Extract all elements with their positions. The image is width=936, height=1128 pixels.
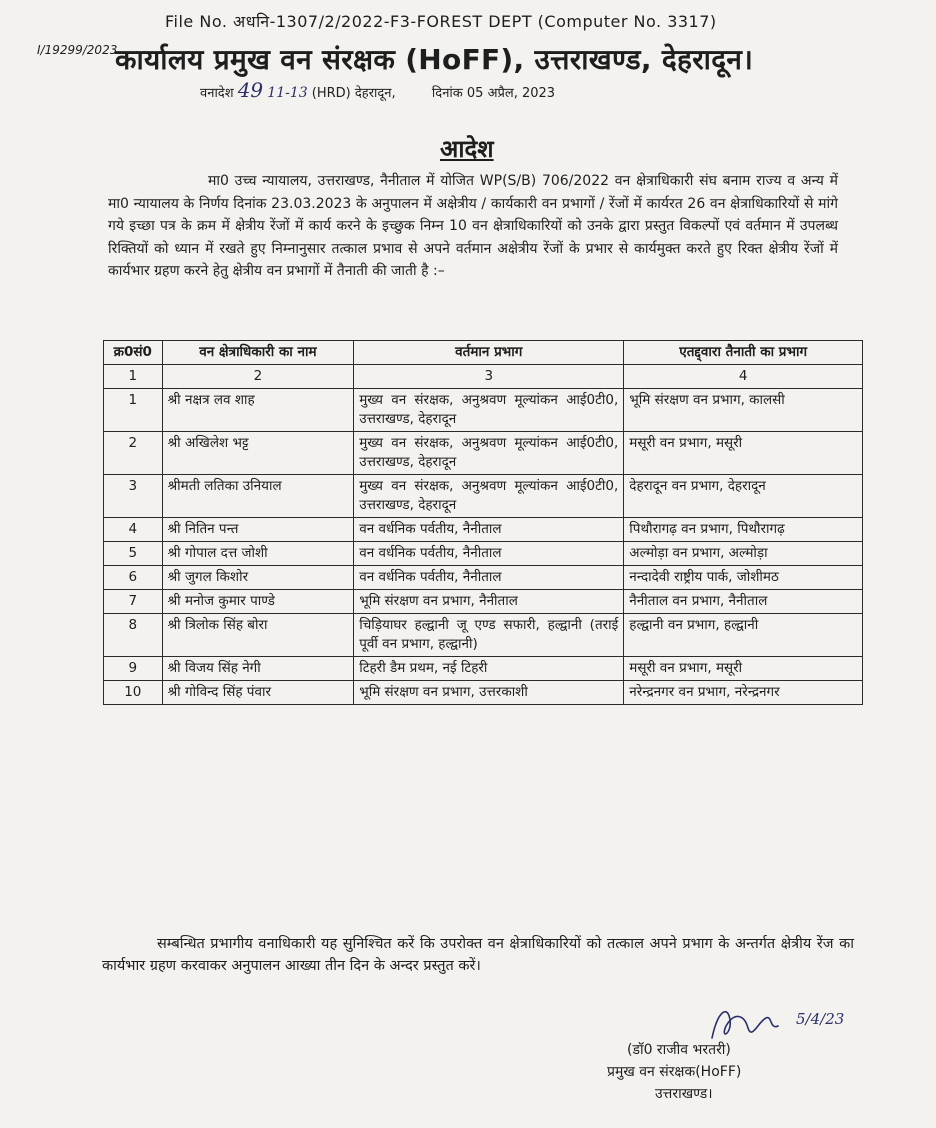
order-ref: 11-13: [267, 85, 308, 101]
row-sn: 6: [104, 566, 163, 590]
table-row: [104, 389, 863, 432]
row-name: श्री गोपाल दत्त जोशी: [162, 542, 354, 566]
signature-stroke: [712, 1012, 778, 1038]
posting-table: [103, 340, 863, 705]
row-name: श्री मनोज कुमार पाण्डे: [162, 590, 354, 614]
diary-number: I/19299/2023: [37, 43, 118, 57]
signatory-name: (डॉ0 राजीव भरतरी): [627, 1042, 731, 1058]
row-current-division: मुख्य वन संरक्षक, अनुश्रवण मूल्यांकन आई0टी0, उत्तराखण्ड, देहरादून: [354, 389, 624, 432]
row-posting-division: पिथौरागढ़ वन प्रभाग, पिथौरागढ़: [624, 518, 863, 542]
table-row: [104, 681, 863, 705]
row-current-division: वन वर्धनिक पर्वतीय, नैनीताल: [354, 542, 624, 566]
table-row: [104, 566, 863, 590]
file-number: File No. अधनि-1307/2/2022-F3-FOREST DEPT (Computer No. 3317): [165, 12, 717, 31]
row-name: श्री अखिलेश भट्ट: [162, 432, 354, 475]
intro-paragraph: मा0 उच्च न्यायालय, उत्तराखण्ड, नैनीताल में योजित WP(S/B) 706/2022 वन क्षेत्राधिकारी संघ बनाम राज्य व अन्य में मा0 न्यायालय के निर्णय दिनांक 23.03.2023 के अनुपालन में अक्षेत्रीय / कार्यकारी वन प्रभागों / रेंजों में कार्यरत 26 वन क्षेत्राधिकारियों से मांगे गये इच्छा पत्र के क्रम में क्षेत्रीय रेंजों में कार्य करने के इच्छुक निम्न 10 वन क्षेत्राधिकारियों को उनके द्वारा प्रस्तुत विकल्पों एवं वर्तमान में उपलब्ध रिक्तियों को ध्यान में रखते हुए निम्नानुसार तत्काल प्रभाव से अपने वर्तमान अक्षेत्रीय रेंजों के प्रभार से कार्यमुक्त करते हुए रिक्त क्षेत्रीय रेंजों में कार्यभार ग्रहण करने हेतु क्षेत्रीय वन प्रभागों में तैनाती की जाती है :–: [108, 173, 838, 279]
row-sn: 3: [104, 475, 163, 518]
row-name: श्री गोविन्द सिंह पंवार: [162, 681, 354, 705]
table-row: [104, 542, 863, 566]
order-reference-line: [200, 78, 555, 102]
row-posting-division: नैनीताल वन प्रभाग, नैनीताल: [624, 590, 863, 614]
row-name: श्रीमती लतिका उनियाल: [162, 475, 354, 518]
row-sn: 2: [104, 432, 163, 475]
row-posting-division: मसूरी वन प्रभाग, मसूरी: [624, 657, 863, 681]
row-name: श्री जुगल किशोर: [162, 566, 354, 590]
column-number-row: [104, 365, 863, 389]
row-posting-division: नन्दादेवी राष्ट्रीय पार्क, जोशीमठ: [624, 566, 863, 590]
table-header-row: [104, 341, 863, 365]
row-posting-division: नरेन्द्रनगर वन प्रभाग, नरेन्द्रनगर: [624, 681, 863, 705]
table-row: [104, 475, 863, 518]
col-header-posting: एतद्द्वारा तैनाती का प्रभाग: [624, 341, 863, 365]
row-posting-division: भूमि संरक्षण वन प्रभाग, कालसी: [624, 389, 863, 432]
row-sn: 1: [104, 389, 163, 432]
order-heading: आदेश: [440, 135, 494, 163]
col-number: 3: [354, 365, 624, 389]
signature-date: 5/4/23: [796, 1010, 845, 1028]
table-row: [104, 657, 863, 681]
signatory-designation: प्रमुख वन संरक्षक(HoFF): [607, 1064, 742, 1080]
row-posting-division: देहरादून वन प्रभाग, देहरादून: [624, 475, 863, 518]
row-current-division: भूमि संरक्षण वन प्रभाग, उत्तरकाशी: [354, 681, 624, 705]
closing-paragraph: सम्बन्धित प्रभागीय वनाधिकारी यह सुनिश्चित करें कि उपरोक्त वन क्षेत्राधिकारियों को तत्काल अपने प्रभाग के अन्तर्गत क्षेत्रीय रेंज का कार्यभार ग्रहण करवाकर अनुपालन आख्या तीन दिन के अन्दर प्रस्तुत करें।: [102, 936, 854, 974]
row-name: श्री त्रिलोक सिंह बोरा: [162, 614, 354, 657]
row-posting-division: हल्द्वानी वन प्रभाग, हल्द्वानी: [624, 614, 863, 657]
col-header-current: वर्तमान प्रभाग: [354, 341, 624, 365]
signatory-place: उत्तराखण्ड।: [655, 1086, 713, 1102]
table-row: [104, 614, 863, 657]
row-name: श्री विजय सिंह नेगी: [162, 657, 354, 681]
order-number: 49: [237, 78, 264, 102]
order-date: दिनांक 05 अप्रैल, 2023: [431, 86, 556, 101]
order-dept: (HRD) देहरादून,: [311, 86, 396, 101]
col-header-name: वन क्षेत्राधिकारी का नाम: [162, 341, 354, 365]
row-current-division: मुख्य वन संरक्षक, अनुश्रवण मूल्यांकन आई0टी0, उत्तराखण्ड, देहरादून: [354, 432, 624, 475]
row-sn: 9: [104, 657, 163, 681]
col-number: 1: [104, 365, 163, 389]
row-sn: 10: [104, 681, 163, 705]
row-current-division: टिहरी डैम प्रथम, नई टिहरी: [354, 657, 624, 681]
row-current-division: भूमि संरक्षण वन प्रभाग, नैनीताल: [354, 590, 624, 614]
row-current-division: चिड़ियाघर हल्द्वानी जू एण्ड सफारी, हल्द्वानी (तराई पूर्वी वन प्रभाग, हल्द्वानी): [354, 614, 624, 657]
row-name: श्री नितिन पन्त: [162, 518, 354, 542]
row-sn: 5: [104, 542, 163, 566]
col-number: 2: [162, 365, 354, 389]
row-posting-division: मसूरी वन प्रभाग, मसूरी: [624, 432, 863, 475]
table-row: [104, 518, 863, 542]
row-sn: 7: [104, 590, 163, 614]
row-current-division: मुख्य वन संरक्षक, अनुश्रवण मूल्यांकन आई0टी0, उत्तराखण्ड, देहरादून: [354, 475, 624, 518]
row-sn: 8: [104, 614, 163, 657]
table-row: [104, 432, 863, 475]
row-posting-division: अल्मोड़ा वन प्रभाग, अल्मोड़ा: [624, 542, 863, 566]
row-sn: 4: [104, 518, 163, 542]
row-name: श्री नक्षत्र लव शाह: [162, 389, 354, 432]
office-title: कार्यालय प्रमुख वन संरक्षक (HoFF), उत्तराखण्ड, देहरादून।: [115, 43, 754, 76]
table-row: [104, 590, 863, 614]
row-current-division: वन वर्धनिक पर्वतीय, नैनीताल: [354, 566, 624, 590]
order-label: वनादेश: [200, 86, 234, 101]
col-header-sn: क्र0सं0: [104, 341, 163, 365]
col-number: 4: [624, 365, 863, 389]
row-current-division: वन वर्धनिक पर्वतीय, नैनीताल: [354, 518, 624, 542]
